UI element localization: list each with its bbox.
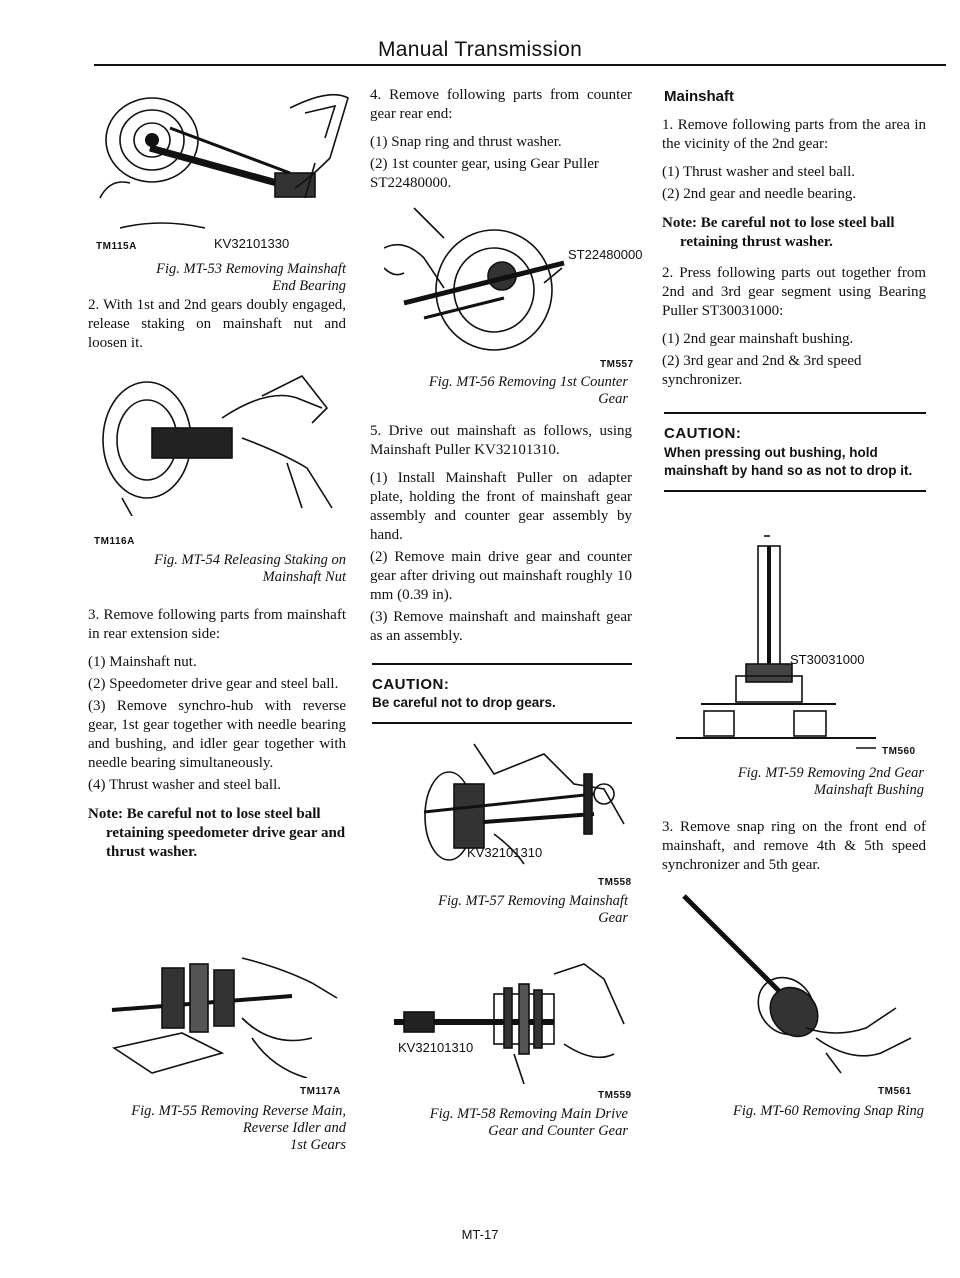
col2-list-item: (1) Install Mainshaft Puller on adapter plate, holding the front of mainshaft gear assembly and counter gear assembly by hand. bbox=[370, 470, 632, 543]
fig55-caption-line3: 1st Gears bbox=[290, 1137, 346, 1153]
col2-caution-rule-bottom bbox=[372, 722, 632, 724]
figure-mt56 bbox=[384, 198, 624, 358]
figure-mt59 bbox=[676, 506, 926, 754]
col3-list-item: (1) Thrust washer and steel ball. bbox=[662, 164, 856, 180]
col2-list-item: (3) Remove mainshaft and mainshaft gear as an assembly. bbox=[370, 609, 632, 644]
staking-release-illustration bbox=[92, 368, 342, 516]
col3-caution-rule-bottom bbox=[664, 490, 926, 492]
col3-step1-text: 1. Remove following parts from the area in the vicinity of the 2nd gear: bbox=[662, 117, 926, 152]
figure-mt60 bbox=[676, 888, 926, 1076]
fig59-caption-line2: Mainshaft Bushing bbox=[814, 782, 924, 798]
bushing-press-illustration bbox=[676, 506, 926, 754]
fig57-caption bbox=[370, 893, 628, 927]
col1-note-body: retaining speedometer drive gear and thrust washer. bbox=[106, 825, 346, 860]
fig54-caption-line2: Mainshaft Nut bbox=[262, 569, 346, 585]
col2-caution-text: Be careful not to drop gears. bbox=[372, 695, 556, 710]
fig58-tm-code: TM559 bbox=[598, 1090, 632, 1101]
fig53-caption-line2: End Bearing bbox=[272, 278, 346, 294]
fig59-part-number: ST30031000 bbox=[790, 652, 865, 667]
col2-list-item: (2) Remove main drive gear and counter gear after driving out mainshaft roughly 10 mm (0.39 in). bbox=[370, 549, 632, 603]
fig53-caption-line1: Fig. MT-53 Removing Mainshaft bbox=[156, 261, 346, 277]
fig56-caption-line1: Fig. MT-56 Removing 1st Counter bbox=[428, 374, 628, 390]
col3-list-item: (1) 2nd gear mainshaft bushing. bbox=[662, 331, 854, 347]
page-header: Manual Transmission bbox=[377, 38, 583, 61]
col1-step2-text: 2. With 1st and 2nd gears doubly engaged, release staking on mainshaft nut and loosen it. bbox=[88, 297, 346, 351]
snap-ring-removal-illustration bbox=[676, 888, 926, 1076]
fig60-tm-code: TM561 bbox=[878, 1086, 912, 1097]
col1-note-head: Note: Be careful not to lose steel ball bbox=[88, 806, 321, 822]
fig60-caption-line1: Fig. MT-60 Removing Snap Ring bbox=[732, 1103, 924, 1119]
fig56-part-number: ST22480000 bbox=[568, 247, 643, 262]
fig53-tm-code: TM115A bbox=[96, 241, 137, 252]
col3-step1 bbox=[662, 116, 926, 393]
fig60-caption bbox=[664, 1103, 924, 1120]
fig57-tm-code: TM558 bbox=[598, 877, 632, 888]
col3-note-body: retaining thrust washer. bbox=[680, 234, 833, 250]
col1-step3 bbox=[88, 606, 346, 862]
fig54-tm-code: TM116A bbox=[94, 536, 135, 547]
col3-list-item: (2) 2nd gear and needle bearing. bbox=[662, 186, 857, 202]
col2-caution-title: CAUTION: bbox=[372, 676, 450, 693]
fig54-caption-line1: Fig. MT-54 Releasing Staking on bbox=[154, 552, 346, 568]
fig58-caption bbox=[370, 1106, 628, 1140]
fig57-caption-line1: Fig. MT-57 Removing Mainshaft bbox=[438, 893, 628, 909]
mainshaft-end-bearing-illustration bbox=[90, 78, 352, 246]
col3-step3 bbox=[662, 818, 926, 884]
reverse-gears-illustration bbox=[92, 938, 344, 1078]
figure-mt54 bbox=[92, 368, 342, 516]
fig59-caption-line1: Fig. MT-59 Removing 2nd Gear bbox=[737, 765, 924, 781]
main-drive-gear-removal-illustration bbox=[384, 944, 630, 1084]
col1-list-item: (1) Mainshaft nut. bbox=[88, 654, 197, 670]
col3-caution-text: When pressing out bushing, hold mainshaft by hand so as not to drop it. bbox=[664, 445, 913, 478]
section-heading-mainshaft: Mainshaft bbox=[664, 88, 735, 105]
col3-list-item: (2) 3rd gear and 2nd & 3rd speed synchronizer. bbox=[662, 353, 862, 388]
col2-list-item: (1) Snap ring and thrust washer. bbox=[370, 134, 562, 150]
fig56-caption bbox=[370, 374, 628, 408]
fig55-caption-line2: Reverse Idler and bbox=[242, 1120, 346, 1136]
col2-step5-text: 5. Drive out mainshaft as follows, using Mainshaft Puller KV32101310. bbox=[370, 423, 632, 458]
fig53-part-number: KV32101330 bbox=[214, 236, 290, 251]
counter-gear-removal-illustration bbox=[384, 198, 624, 358]
col3-caution-title: CAUTION: bbox=[664, 425, 742, 442]
col2-step4 bbox=[370, 86, 632, 196]
figure-mt55 bbox=[92, 938, 344, 1078]
fig54-caption bbox=[90, 552, 346, 586]
col2-list-item: (2) 1st counter gear, using Gear Puller ST22480000. bbox=[370, 156, 599, 191]
col3-note-head: Note: Be careful not to lose steel ball bbox=[662, 215, 895, 231]
fig55-caption-line1: Fig. MT-55 Removing Reverse Main, bbox=[131, 1103, 346, 1119]
fig57-part-number: KV32101310 bbox=[467, 845, 543, 860]
fig58-part-number: KV32101310 bbox=[398, 1040, 474, 1055]
page-number: MT-17 bbox=[461, 1227, 499, 1242]
figure-mt58 bbox=[384, 944, 630, 1084]
header-rule bbox=[94, 64, 946, 66]
fig56-tm-code: TM557 bbox=[600, 359, 634, 370]
figure-mt53 bbox=[90, 78, 352, 246]
fig59-caption bbox=[664, 765, 924, 799]
fig58-caption-line1: Fig. MT-58 Removing Main Drive bbox=[429, 1106, 628, 1122]
col2-step4-text: 4. Remove following parts from counter gear rear end: bbox=[370, 87, 632, 122]
col1-list-item: (2) Speedometer drive gear and steel ball. bbox=[88, 676, 339, 692]
fig56-caption-line2: Gear bbox=[598, 391, 628, 407]
fig55-tm-code: TM117A bbox=[300, 1086, 341, 1097]
fig59-tm-code: TM560 bbox=[882, 746, 916, 757]
col1-step3-text: 3. Remove following parts from mainshaft in rear extension side: bbox=[88, 607, 346, 642]
fig55-caption bbox=[80, 1103, 346, 1154]
col3-step3-text: 3. Remove snap ring on the front end of mainshaft, and remove 4th & 5th speed synchronizer and 5th gear. bbox=[662, 819, 926, 873]
col1-list-item: (3) Remove synchro-hub with reverse gear, 1st gear together with needle bearing and bushing, and idler gear together with needle bearing simultaneously. bbox=[88, 698, 346, 771]
col3-step2-text: 2. Press following parts out together from 2nd and 3rd gear segment using Bearing Puller ST30031000: bbox=[662, 265, 926, 319]
fig57-caption-line2: Gear bbox=[598, 910, 628, 926]
col3-caution-rule-top bbox=[664, 412, 926, 414]
col2-step5 bbox=[370, 422, 632, 649]
col1-list-item: (4) Thrust washer and steel ball. bbox=[88, 777, 282, 793]
col2-caution-rule-top bbox=[372, 663, 632, 665]
fig53-caption bbox=[90, 261, 346, 295]
fig58-caption-line2: Gear and Counter Gear bbox=[488, 1123, 628, 1139]
col1-step2 bbox=[88, 296, 346, 362]
